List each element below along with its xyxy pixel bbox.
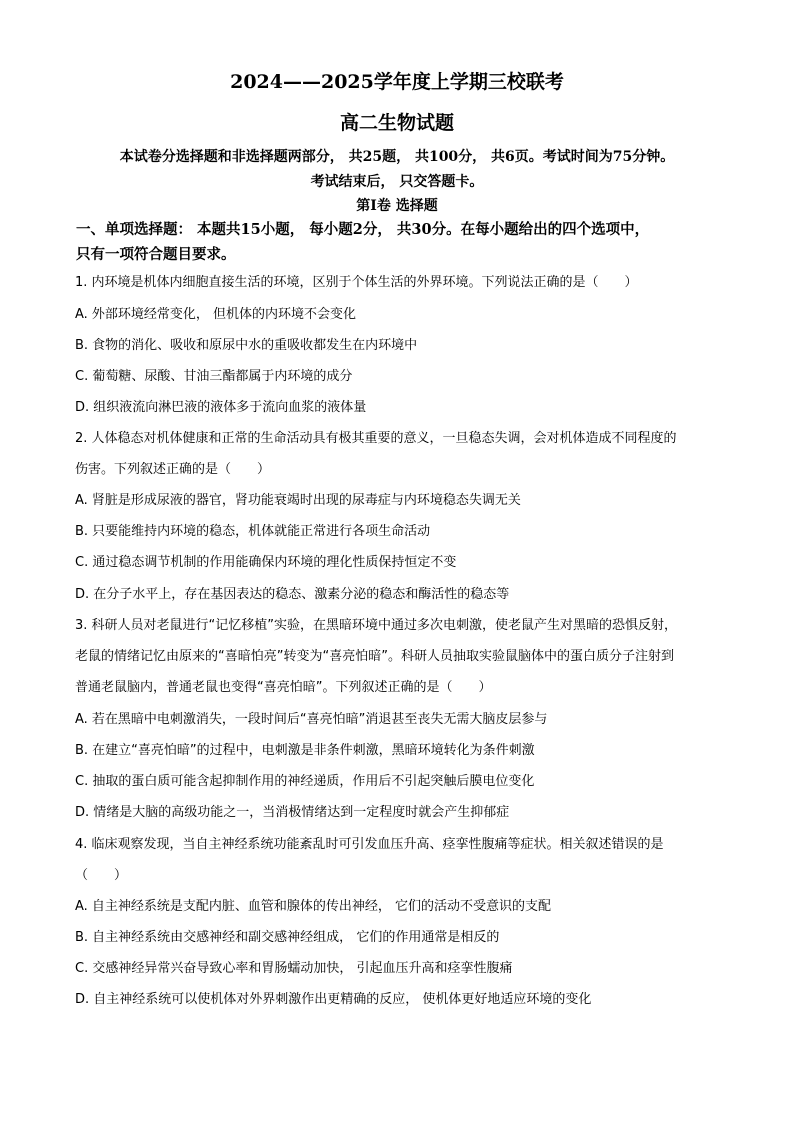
question-3-stem-cont-1: 老鼠的情绪记忆由原来的“喜暗怕亮”转变为“喜亮怕暗”。科研人员抽取实验鼠脑体中的蛋白质分子注射到 [75,649,674,664]
question-2-option-a: A. 肾脏是形成尿液的器官，肾功能衰竭时出现的尿毒症与内环境稳态失调无关 [75,493,521,508]
exam-info-line-1: 本试卷分选择题和非选择题两部分， 共25题， 共100分， 共6页。考试时间为75分钟。 [119,149,675,165]
question-3-option-c: C. 抽取的蛋白质可能含起抑制作用的神经递质，作用后不引起突触后膜电位变化 [75,774,535,789]
question-3-stem-cont-2: 普通老鼠脑内，普通老鼠也变得“喜亮怕暗”。下列叙述正确的是（ ） [75,680,492,695]
question-1-option-b: B. 食物的消化、吸收和原尿中水的重吸收都发生在内环境中 [75,338,418,353]
exam-title: 2024——2025学年度上学期三校联考 [230,71,564,93]
volume-title: 第Ⅰ卷 选择题 [356,198,438,214]
question-2-option-c: C. 通过稳态调节机制的作用能确保内环境的理化性质保持恒定不变 [75,555,457,570]
question-3-option-d: D. 情绪是大脑的高级功能之一，当消极情绪达到一定程度时就会产生抑郁症 [75,805,510,820]
exam-subject-title: 高二生物试题 [339,112,454,134]
question-1-stem: 1. 内环境是机体内细胞直接生活的环境，区别于个体生活的外界环境。下列说法正确的是（ ） [75,275,638,290]
section-heading-cont: 只有一项符合题目要求。 [76,246,236,263]
exam-info-line-2: 考试结束后， 只交答题卡。 [310,174,484,190]
question-3-option-a: A. 若在黑暗中电刺激消失，一段时间后“喜亮怕暗”消退甚至丧失无需大脑皮层参与 [75,712,548,727]
question-1-option-c: C. 葡萄糖、尿酸、甘油三酯都属于内环境的成分 [75,369,353,384]
question-2-option-d: D. 在分子水平上，存在基因表达的稳态、激素分泌的稳态和酶活性的稳态等 [75,587,510,602]
question-4-option-b: B. 自主神经系统由交感神经和副交感神经组成， 它们的作用通常是相反的 [75,930,500,945]
section-heading: 一、单项选择题： 本题共15小题， 每小题2分， 共30分。在每小题给出的四个选项中， [76,221,650,238]
question-3-stem: 3. 科研人员对老鼠进行“记忆移植”实验，在黑暗环境中通过多次电刺激，使老鼠产生对黑暗的恐惧反射， [75,618,678,633]
question-4-stem-cont: （ ） [75,868,128,883]
question-4-option-c: C. 交感神经异常兴奋导致心率和胃肠蠕动加快， 引起血压升高和痉挛性腹痛 [75,961,513,976]
question-4-option-a: A. 自主神经系统是支配内脏、血管和腺体的传出神经， 它们的活动不受意识的支配 [75,899,552,914]
question-2-option-b: B. 只要能维持内环境的稳态，机体就能正常进行各项生命活动 [75,524,431,539]
question-1-option-d: D. 组织液流向淋巴液的液体多于流向血浆的液体量 [75,400,367,415]
question-4-stem: 4. 临床观察发现，当自主神经系统功能紊乱时可引发血压升高、痉挛性腹痛等症状。相关叙述错误的是 [75,837,664,852]
question-4-option-d: D. 自主神经系统可以使机体对外界刺激作出更精确的反应， 使机体更好地适应环境的变化 [75,992,592,1007]
question-3-option-b: B. 在建立“喜亮怕暗”的过程中，电刺激是非条件刺激，黑暗环境转化为条件刺激 [75,743,535,758]
question-2-stem-cont: 伤害。下列叙述正确的是（ ） [75,462,271,477]
question-1-option-a: A. 外部环境经常变化， 但机体的内环境不会变化 [75,307,357,322]
question-2-stem: 2. 人体稳态对机体健康和正常的生命活动具有极其重要的意义，一旦稳态失调，会对机体造成不同程度的 [75,431,677,446]
